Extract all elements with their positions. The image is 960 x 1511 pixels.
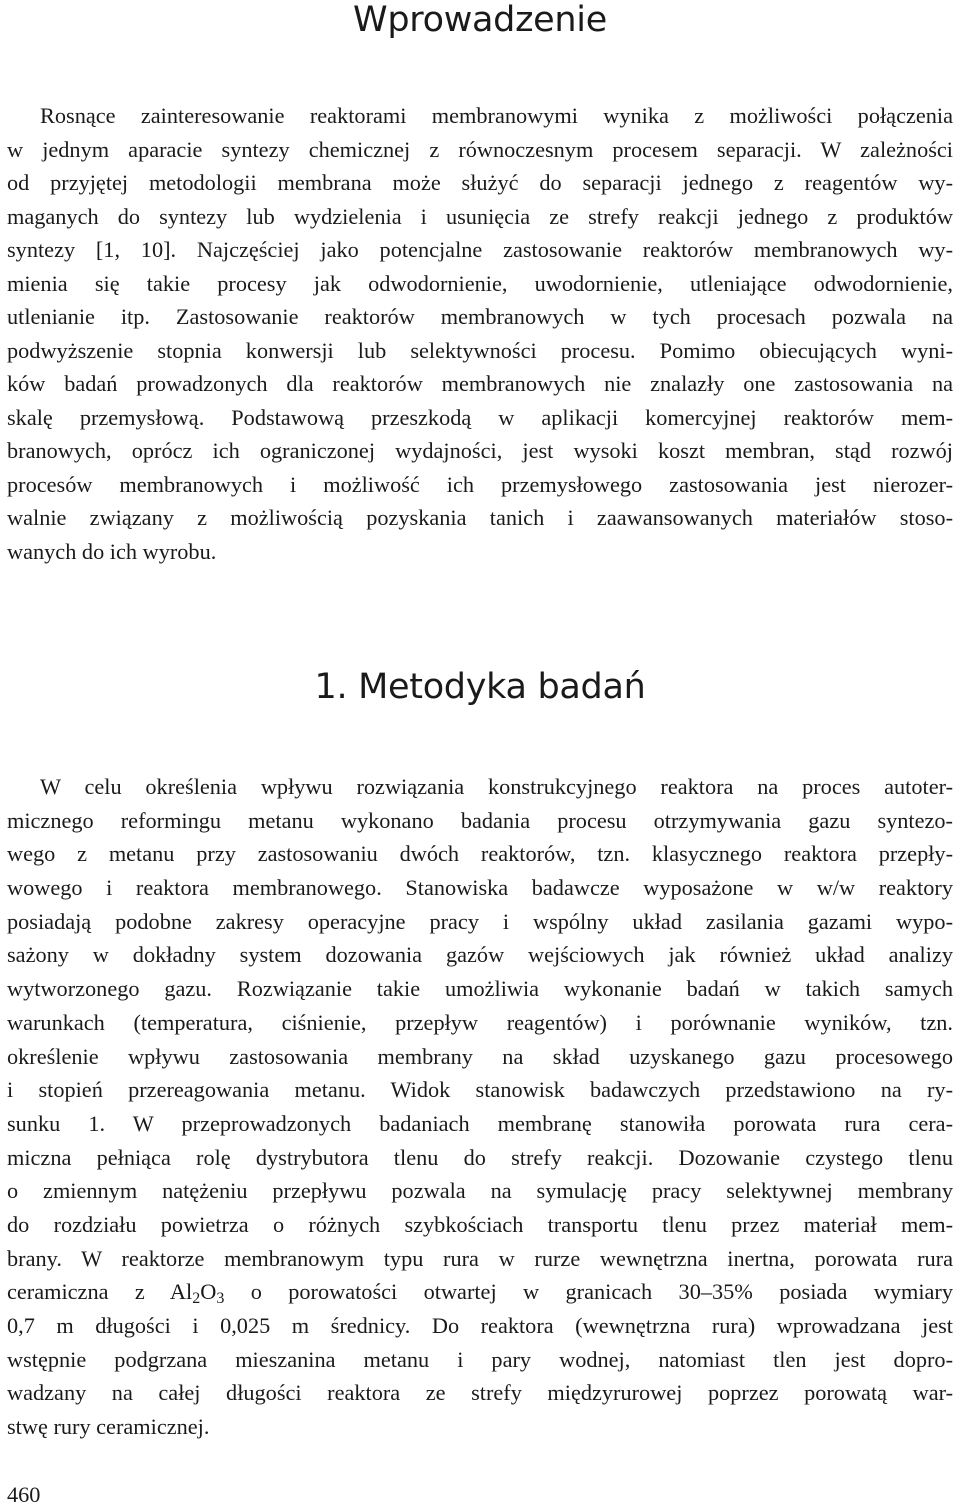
text-line: brany. W reaktorze membranowym typu rura w rurze wewnętrzna inertna, porowata rura [7, 1245, 953, 1271]
text-line: 0,7 m długości i 0,025 m średnicy. Do reaktora (wewnętrzna rura) wprowadzana jest [7, 1313, 953, 1338]
method-paragraph [7, 770, 953, 1444]
text-line: ków badań prowadzonych dla reaktorów membranowych nie znalazły one zastosowania na [7, 371, 953, 396]
text-line: wanych do ich wyrobu. [7, 538, 217, 564]
text-line: W celu określenia wpływu rozwiązania konstrukcyjnego reaktora na proces autoter- [40, 774, 953, 799]
text-line: utlenianie itp. Zastosowanie reaktorów membranowych w tych procesach pozwala na [7, 304, 953, 329]
text-line: i stopień przereagowania metanu. Widok stanowisk badawczych przedstawiono na ry- [7, 1077, 953, 1103]
text-line: micznego reformingu metanu wykonano badania procesu otrzymywania gazu syntezo- [7, 807, 953, 833]
text-line: sunku 1. W przeprowadzonych badaniach membranę stanowiła porowata rura cera- [7, 1110, 953, 1136]
subscript-2: 2 [192, 1290, 201, 1308]
text-line: skalę przemysłową. Podstawową przeszkodą w aplikacji komercyjnej reaktorów mem- [7, 404, 953, 430]
text-line: syntezy [1, 10]. Najczęściej jako potencjalne zastosowanie reaktorów membranowych wy- [7, 237, 953, 262]
text-line: wstępnie podgrzana mieszanina metanu i pary wodnej, natomiast tlen jest dopro- [7, 1346, 953, 1372]
text-line: wadzany na całej długości reaktora ze strefy międzyrurowej poprzez porowatą war- [7, 1380, 953, 1406]
text-line: od przyjętej metodologii membrana może służyć do separacji jednego z reagentów wy- [7, 170, 953, 195]
text-line: Rosnące zainteresowanie reaktorami membranowymi wynika z możliwości połączenia [40, 103, 953, 128]
text-line: sażony w dokładny system dozowania gazów wejściowych jak również układ analizy [7, 942, 953, 968]
page-number: 460 [7, 1482, 41, 1507]
text-line: do rozdziału powietrza o różnych szybkościach transportu tlenu przez materiał mem- [7, 1211, 953, 1237]
text-line: wytworzonego gazu. Rozwiązanie takie umożliwia wykonanie badań w takich samych [7, 976, 953, 1002]
text-line: miczna pełniąca rolę dystrybutora tlenu do strefy reakcji. Dozowanie czystego tlenu [7, 1144, 953, 1170]
text-line: określenie wpływu zastosowania membrany na skład uzyskanego gazu procesowego [7, 1043, 953, 1069]
text-line: walnie związany z możliwością pozyskania tanich i zaawansowanych materiałów stoso- [7, 505, 953, 530]
formula-text-mid: O [200, 1279, 217, 1305]
text-line: o zmiennym natężeniu przepływu pozwala na symulację pracy selektywnej membrany [7, 1178, 953, 1204]
text-line: wowego i reaktora membranowego. Stanowiska badawcze wyposażone w w/w reaktory [7, 875, 953, 901]
formula-text-after: o porowatości otwartej w granicach 30–35% posiada wymiary [224, 1279, 953, 1305]
subscript-3: 3 [216, 1290, 225, 1308]
text-line: procesów membranowych i możliwość ich przemysłowego zastosowania jest nierozer- [7, 471, 953, 497]
text-line: branowych, oprócz ich ograniczonej wydajności, jest wysoki koszt membran, stąd rozwój [7, 438, 953, 463]
section-heading-method: 1. Metodyka badań [314, 667, 646, 707]
text-line: w jednym aparacie syntezy chemicznej z równoczesnym procesem separacji. W zależności [7, 136, 953, 162]
text-line: podwyższenie stopnia konwersji lub selektywności procesu. Pomimo obiecujących wyni- [7, 337, 953, 363]
text-line: mienia się takie procesy jak odwodornienie, uwodornienie, utleniające odwodornienie, [7, 270, 953, 296]
text-line: wego z metanu przy zastosowaniu dwóch reaktorów, tzn. klasycznego reaktora przepły- [7, 841, 953, 867]
text-line: posiadają podobne zakresy operacyjne pracy i wspólny układ zasilania gazami wypo- [7, 908, 953, 934]
section-heading-intro: Wprowadzenie [353, 0, 607, 40]
text-line: warunkach (temperatura, ciśnienie, przepływ reagentów) i porównanie wyników, tzn. [7, 1009, 953, 1035]
text-line: maganych do syntezy lub wydzielenia i usunięcia ze strefy reakcji jednego z produktów [7, 203, 953, 229]
formula-line [7, 1275, 953, 1309]
text-line: stwę rury ceramicznej. [7, 1414, 210, 1440]
intro-paragraph [7, 99, 953, 568]
formula-text-before: ceramiczna z Al [7, 1279, 193, 1305]
